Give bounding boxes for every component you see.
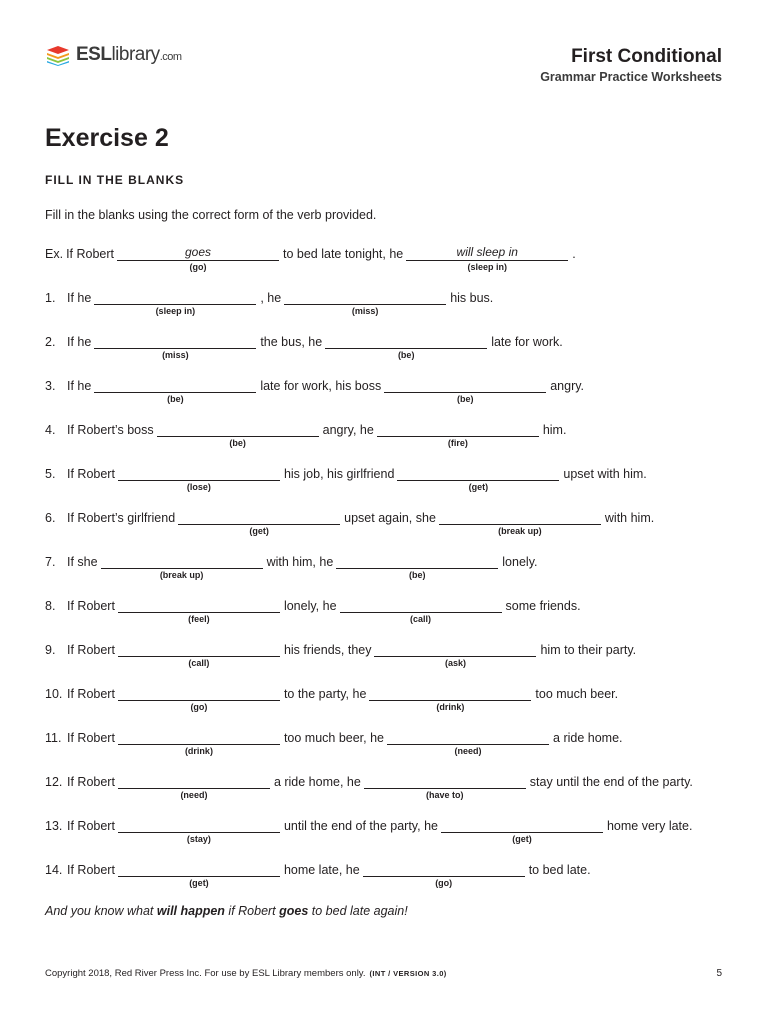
footer-copyright: Copyright 2018, Red River Press Inc. For use by ESL Library members only. (INT / VERSION 3.0)	[45, 968, 447, 979]
verb-hint: (sleep in)	[155, 306, 196, 316]
answer-blank[interactable]	[118, 465, 280, 492]
answer-blank[interactable]	[118, 773, 270, 800]
verb-hint: (need)	[180, 790, 208, 800]
answer-blank[interactable]	[94, 289, 256, 316]
verb-hint: (go)	[190, 702, 208, 712]
exercise-item: 5. If Robert (lose) his job, his girlfriend (get) upset with him.	[45, 467, 647, 492]
answer-blank[interactable]	[118, 729, 280, 756]
answer-blank[interactable]	[94, 377, 256, 404]
worksheet-subtitle: Grammar Practice Worksheets	[540, 70, 722, 84]
answer-blank[interactable]	[118, 597, 280, 624]
verb-hint: (be)	[397, 350, 415, 360]
verb-hint: (ask)	[444, 658, 466, 668]
verb-hint: (be)	[167, 394, 184, 404]
verb-hint: (miss)	[162, 350, 189, 360]
exercise-title: Exercise 2	[45, 124, 169, 152]
answer-blank[interactable]	[377, 421, 539, 448]
verb-hint: (break up)	[159, 570, 204, 580]
answer-blank[interactable]	[118, 685, 280, 712]
verb-hint: (need)	[454, 746, 482, 756]
answer-blank[interactable]	[118, 641, 280, 668]
answer-blank[interactable]	[369, 685, 531, 712]
answer-blank[interactable]	[364, 773, 526, 800]
exercise-item: 10. If Robert (go) to the party, he (drink) too much beer.	[45, 687, 619, 712]
answer-blank[interactable]	[157, 421, 319, 448]
answer-blank[interactable]	[178, 509, 340, 536]
exercise-item: 9. If Robert (call) his friends, they (ask) him to their party.	[45, 643, 637, 668]
example-answer-2: will sleep in	[456, 245, 518, 259]
verb-hint: (drink)	[436, 702, 465, 712]
esl-library-logo	[45, 44, 182, 66]
exercise-item: 3. If he (be) late for work, his boss (be) angry.	[45, 379, 585, 404]
answer-blank[interactable]	[439, 509, 601, 536]
exercise-item: 2. If he (miss) the bus, he (be) late for work.	[45, 335, 563, 360]
exercise-item: 7. If she (break up) with him, he (be) lonely.	[45, 555, 538, 580]
worksheet-header	[540, 46, 722, 84]
answer-blank[interactable]	[374, 641, 536, 668]
answer-blank[interactable]	[387, 729, 549, 756]
exercise-item: 8. If Robert (feel) lonely, he (call) some friends.	[45, 599, 581, 624]
answer-blank[interactable]	[363, 861, 525, 888]
exercise-item: 6. If Robert’s girlfriend (get) upset again, she (break up) with him.	[45, 511, 655, 536]
logo-text: ESLlibrary.com	[76, 44, 182, 65]
exercise-item: 13. If Robert (stay) until the end of the party, he (get) home very late.	[45, 819, 693, 844]
section-heading: FILL IN THE BLANKS	[45, 173, 185, 187]
verb-hint: (be)	[229, 438, 246, 448]
verb-hint: (have to)	[426, 790, 464, 800]
answer-blank[interactable]	[118, 817, 280, 844]
verb-hint: (be)	[409, 570, 426, 580]
exercise-item: 14. If Robert (get) home late, he (go) to bed late.	[45, 863, 591, 888]
verb-hint: (go)	[435, 878, 453, 888]
example-answer-1: goes	[184, 245, 212, 259]
verb-hint: (miss)	[351, 306, 379, 316]
answer-blank[interactable]	[101, 553, 263, 580]
verb-hint: (sleep in)	[467, 262, 507, 272]
exercise-item: 12. If Robert (need) a ride home, he (have to) stay until the end of the party.	[45, 775, 693, 800]
version-label: (INT / VERSION 3.0)	[369, 969, 447, 978]
answer-blank[interactable]	[441, 817, 603, 844]
verb-hint: (get)	[512, 834, 532, 844]
answer-blank[interactable]	[118, 861, 280, 888]
verb-hint: (go)	[189, 262, 207, 272]
verb-hint: (stay)	[186, 834, 211, 844]
instruction-text: Fill in the blanks using the correct form of the verb provided.	[45, 208, 377, 222]
verb-hint: (get)	[249, 526, 269, 536]
answer-blank[interactable]	[384, 377, 546, 404]
answer-blank[interactable]	[397, 465, 559, 492]
answer-blank[interactable]	[336, 553, 498, 580]
answer-blank[interactable]	[325, 333, 487, 360]
verb-hint: (feel)	[188, 614, 210, 624]
exercise-item: 4. If Robert’s boss (be) angry, he (fire) him.	[45, 423, 567, 448]
book-stack-icon	[45, 44, 71, 66]
verb-hint: (be)	[456, 394, 474, 404]
verb-hint: (get)	[468, 482, 489, 492]
example-blank-2	[406, 245, 568, 272]
verb-hint: (drink)	[184, 746, 213, 756]
closing-sentence: And you know what will happen if Robert goes to bed late again!	[45, 904, 408, 918]
answer-blank[interactable]	[340, 597, 502, 624]
verb-hint: (lose)	[186, 482, 211, 492]
verb-hint: (get)	[189, 878, 209, 888]
exercise-item: 1. If he (sleep in) , he (miss) his bus.	[45, 291, 494, 316]
verb-hint: (call)	[410, 614, 432, 624]
verb-hint: (call)	[188, 658, 210, 668]
page-number: 5	[716, 968, 722, 979]
verb-hint: (fire)	[447, 438, 468, 448]
worksheet-title: First Conditional	[571, 46, 722, 67]
answer-blank[interactable]	[94, 333, 256, 360]
example-sentence: Ex. If Robert goes (go) to bed late tonight, he will sleep in (sleep in) .	[45, 245, 576, 272]
example-blank-1	[117, 245, 279, 272]
exercise-item: 11. If Robert (drink) too much beer, he (need) a ride home.	[45, 731, 623, 756]
verb-hint: (break up)	[498, 526, 542, 536]
answer-blank[interactable]	[284, 289, 446, 316]
